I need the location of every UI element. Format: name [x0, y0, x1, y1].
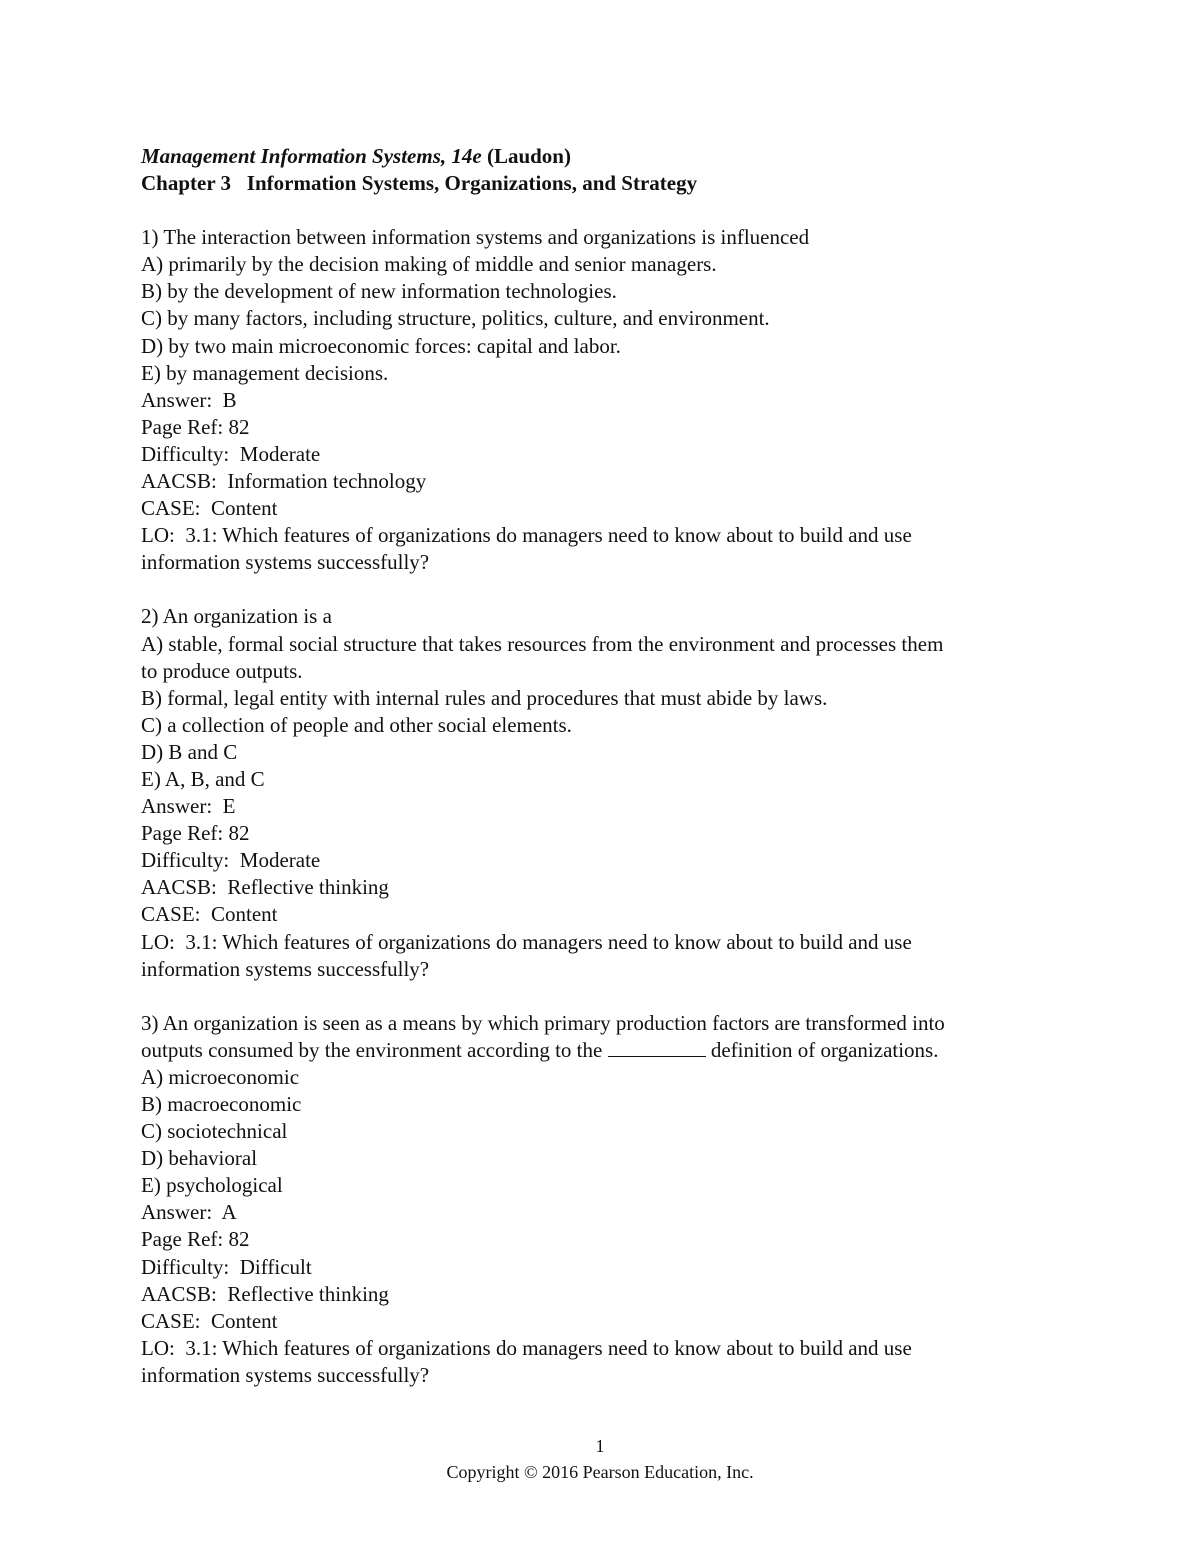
page-number: 1 — [595, 1436, 605, 1456]
question-2 — [141, 603, 1071, 982]
answer-option: E) psychological — [141, 1173, 283, 1198]
question-1 — [141, 224, 1071, 576]
learning-objective-continued: information systems successfully? — [141, 550, 430, 575]
case-tag: CASE: Content — [141, 1308, 278, 1333]
answer-option: B) by the development of new information technologies. — [141, 279, 617, 304]
copyright-notice: Copyright © 2016 Pearson Education, Inc. — [446, 1462, 754, 1482]
learning-objective-continued: information systems successfully? — [141, 1362, 430, 1387]
answer-option: D) B and C — [141, 739, 238, 764]
case-tag: CASE: Content — [141, 496, 278, 521]
learning-objective-continued: information systems successfully? — [141, 956, 430, 981]
difficulty-level: Difficulty: Moderate — [141, 441, 321, 466]
book-title: Management Information Systems, 14e — [141, 144, 482, 168]
answer-option: C) sociotechnical — [141, 1119, 288, 1144]
answer-option: C) by many factors, including structure, politics, culture, and environment. — [141, 306, 770, 331]
fill-in-blank — [608, 1038, 706, 1057]
difficulty-level: Difficulty: Difficult — [141, 1254, 312, 1279]
answer-option: A) primarily by the decision making of middle and senior managers. — [141, 252, 717, 277]
aacsb-tag: AACSB: Reflective thinking — [141, 875, 389, 900]
aacsb-tag: AACSB: Information technology — [141, 469, 427, 494]
answer-option: C) a collection of people and other social elements. — [141, 712, 572, 737]
question-stem: 2) An organization is a — [141, 604, 332, 629]
question-3 — [141, 1010, 1071, 1389]
answer-key: Answer: E — [141, 794, 236, 819]
case-tag: CASE: Content — [141, 902, 278, 927]
answer-option-continued: to produce outputs. — [141, 658, 303, 683]
question-stem-continued — [141, 1037, 1071, 1064]
document-title-line — [141, 143, 1071, 170]
answer-option: E) A, B, and C — [141, 766, 265, 791]
answer-key: Answer: A — [141, 1200, 237, 1225]
question-stem: 3) An organization is seen as a means by which primary production factors are transformed into — [141, 1010, 945, 1035]
author-name: (Laudon) — [481, 144, 571, 168]
page-reference: Page Ref: 82 — [141, 821, 250, 846]
aacsb-tag: AACSB: Reflective thinking — [141, 1281, 389, 1306]
page-reference: Page Ref: 82 — [141, 1227, 250, 1252]
page-reference: Page Ref: 82 — [141, 414, 250, 439]
learning-objective: LO: 3.1: Which features of organizations do managers need to know about to build and use — [141, 1335, 912, 1360]
learning-objective: LO: 3.1: Which features of organizations do managers need to know about to build and use — [141, 523, 912, 548]
answer-option: D) by two main microeconomic forces: capital and labor. — [141, 333, 621, 358]
answer-option: B) macroeconomic — [141, 1092, 302, 1116]
document-page — [141, 143, 1071, 1389]
answer-option: A) microeconomic — [141, 1064, 300, 1089]
answer-option: E) by management decisions. — [141, 360, 389, 385]
answer-option: B) formal, legal entity with internal rules and procedures that must abide by laws. — [141, 685, 828, 710]
difficulty-level: Difficulty: Moderate — [141, 848, 321, 873]
stem-text-before-blank: outputs consumed by the environment according to the — [141, 1037, 608, 1062]
question-stem: 1) The interaction between information systems and organizations is influenced — [141, 225, 810, 250]
stem-text-after-blank: definition of organizations. — [705, 1037, 939, 1062]
answer-key: Answer: B — [141, 387, 237, 412]
answer-option: A) stable, formal social structure that takes resources from the environment and processes them — [141, 631, 944, 656]
learning-objective: LO: 3.1: Which features of organizations do managers need to know about to build and use — [141, 929, 912, 954]
chapter-title: Chapter 3 Information Systems, Organizations, and Strategy — [141, 171, 698, 196]
answer-option: D) behavioral — [141, 1146, 258, 1171]
